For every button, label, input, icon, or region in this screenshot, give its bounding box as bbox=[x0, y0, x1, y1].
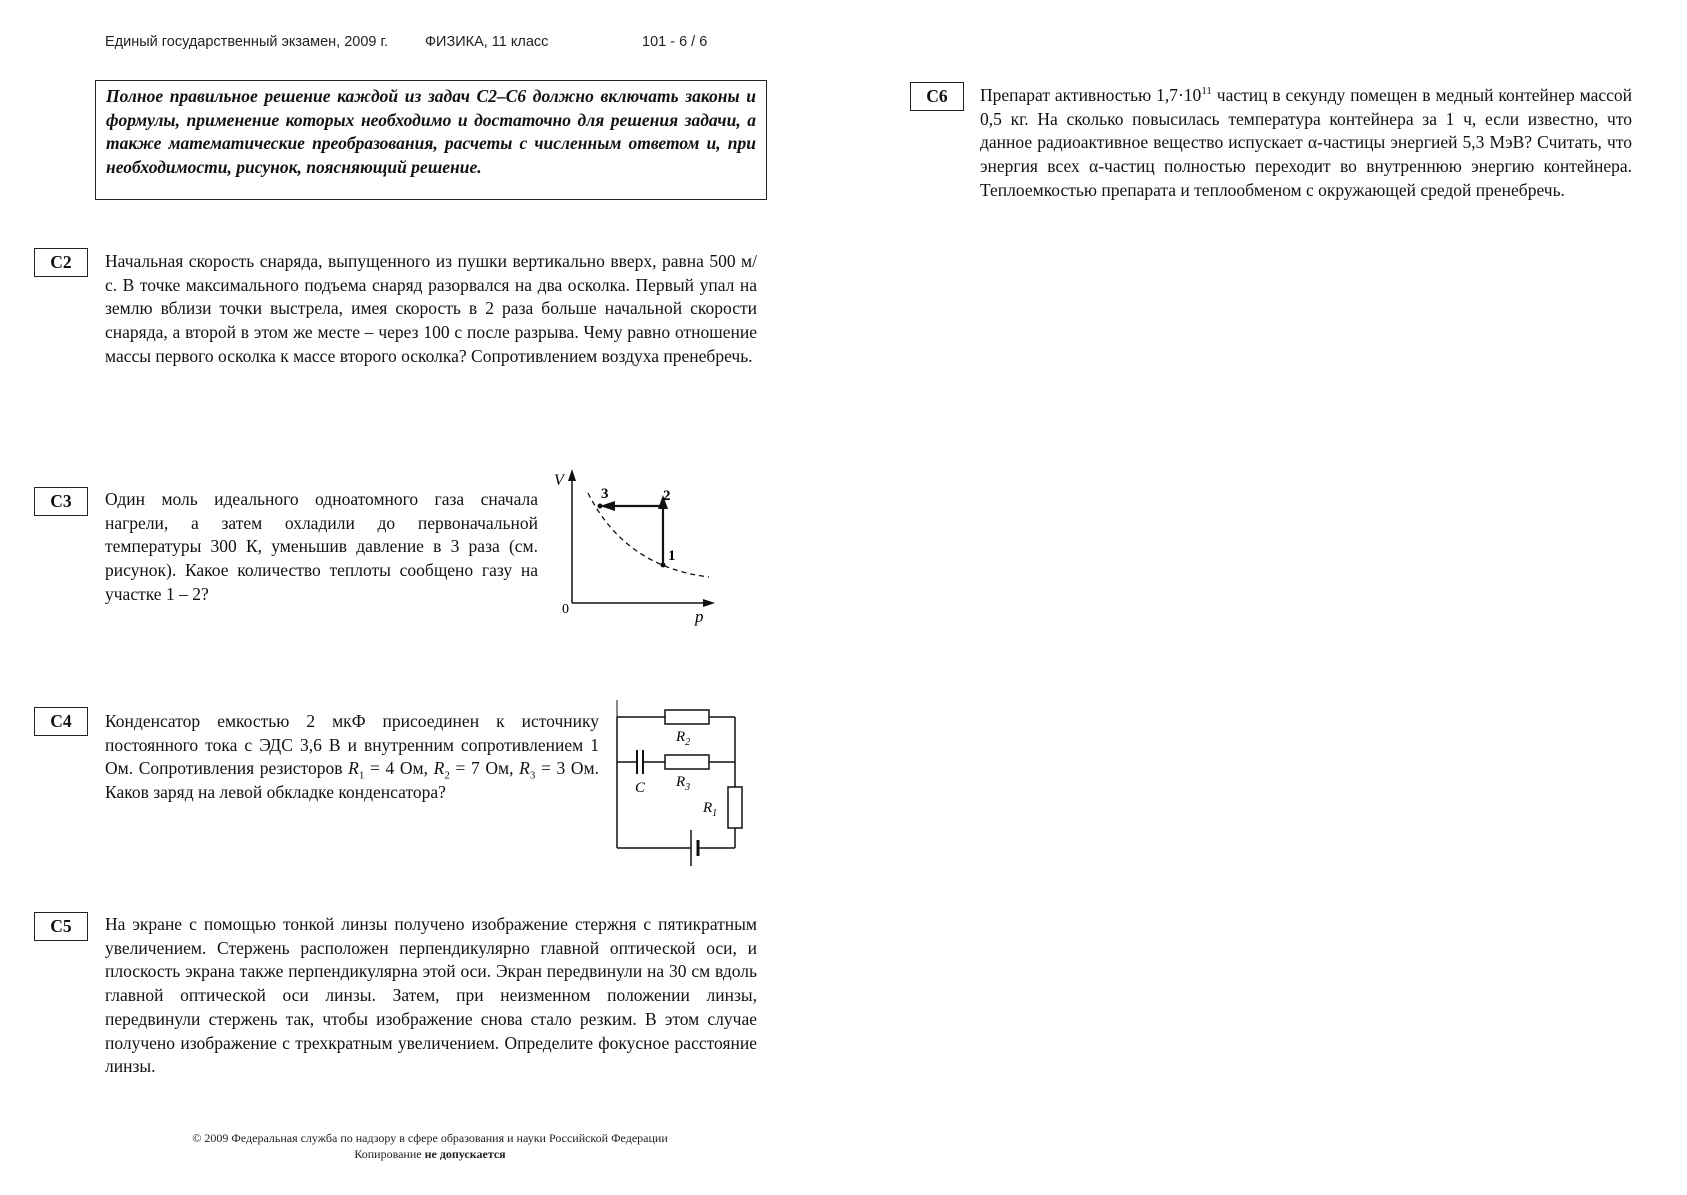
resistor-r3 bbox=[665, 755, 709, 769]
circuit-diagram bbox=[605, 700, 755, 870]
copyright-line: © 2009 Федеральная служба по надзору в сфере образования и науки Российской Федерации bbox=[192, 1131, 668, 1145]
r2-label: $R_2$ bbox=[676, 729, 691, 748]
point-1-label: 1 bbox=[668, 548, 676, 564]
point-3-label: 3 bbox=[601, 486, 609, 502]
task-c5-label: С5 bbox=[34, 912, 88, 941]
task-c3-text: Один моль идеального одноатомного газа сначала нагрели, а затем охладили до первоначальной температуры 300 К, уменьшив давление в 3 раза (см. рисунок). Какое количество теплоты сообщено газу на участке 1 – 2? bbox=[105, 489, 538, 604]
task-c4-label: С4 bbox=[34, 707, 88, 736]
task-c6-text: Препарат активностью $1,7\cdot 10^{11}$ частиц в секунду помещен в медный контейнер массой 0,5 кг. На сколько повысилась температура контейнера за 1 ч, если известно, что данное радиоактивное вещество испускает α-частицы энергией 5,3 МэВ? Считать, что энергия всех α-частиц полностью переходит во внутреннюю энергию контейнера. Теплоемкостью препарата и теплообменом с окружающей средой пренебречь. bbox=[980, 85, 1632, 200]
exam-title: Единый государственный экзамен, 2009 г. bbox=[105, 34, 389, 50]
resistor-r1 bbox=[728, 787, 742, 828]
subject-title: ФИЗИКА, 11 класс bbox=[425, 34, 549, 50]
point-2-label: 2 bbox=[663, 488, 671, 504]
task-c5-text: На экране с помощью тонкой линзы получено изображение стержня с пятикратным увеличением. Стержень расположен перпендикулярно главной оптической оси, и плоскость экрана также перпендикулярна этой оси. Экран передвинули на 30 см вдоль главной оптической оси линзы. Затем, при неизменном положении линзы, передвинули стержень так, чтобы изображение снова стало резким. В этом случае получено изображение с трехкратным увеличением. Определите фокусное расстояние линзы. bbox=[105, 914, 757, 1077]
vp-graph bbox=[545, 465, 720, 630]
axis-label-v: V bbox=[554, 472, 564, 489]
task-c2-text: Начальная скорость снаряда, выпущенного из пушки вертикально вверх, равна 500 м/с. В точке максимального подъема снаряд разорвался на два осколка. Первый упал на землю вблизи точки выстрела, имея скорость в 2 раза больше начальной скорости снаряда, а второй в этом же месте – через 100 с после разрыва. Чему равно отношение массы первого осколка к массе второго осколка? Сопротивлением воздуха пренебречь. bbox=[105, 251, 757, 366]
origin-label: 0 bbox=[562, 602, 569, 617]
task-c6-label: С6 bbox=[910, 82, 964, 111]
task-c2-label: С2 bbox=[34, 248, 88, 277]
copy-notice: Копирование не допускается bbox=[354, 1147, 506, 1161]
capacitor-label: C bbox=[635, 780, 646, 796]
page-number: 101 - 6 / 6 bbox=[642, 34, 708, 50]
page-footer bbox=[140, 1130, 720, 1162]
task-c3-label: С3 bbox=[34, 487, 88, 516]
r1-label: $R_1$ bbox=[703, 800, 718, 819]
task-c4-text: Конденсатор емкостью 2 мкФ присоединен к источнику постоянного тока с ЭДС 3,6 В и внутренним сопротивлением 1 Ом. Сопротивления резисторов $R_1 = 4$ Ом, $R_2 = 7$ Ом, $R_3 = 3$ Ом. Каков заряд на левой обкладке конденсатора? bbox=[105, 711, 599, 803]
r3-label: $R_3$ bbox=[676, 774, 691, 793]
instructions-box: Полное правильное решение каждой из задач С2–С6 должно включать законы и формулы, применение которых необходимо и достаточно для решения задачи, а также математические преобразования, расчеты с численным ответом и, при необходимости, рисунок, поясняющий решение. bbox=[95, 80, 767, 200]
resistor-r2 bbox=[665, 710, 709, 724]
axis-label-p: p bbox=[695, 607, 704, 626]
